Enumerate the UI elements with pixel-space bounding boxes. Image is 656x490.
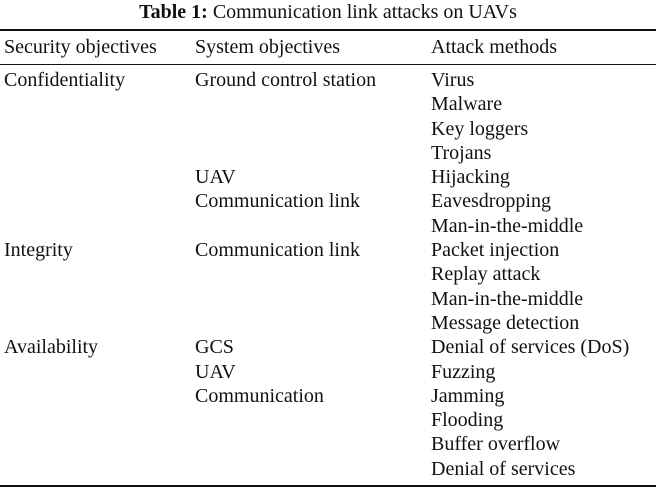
attack-methods-column: [431, 68, 629, 481]
table-cell: UAV: [195, 360, 236, 383]
table-cell: Key loggers: [431, 117, 529, 140]
security-objectives-column: [4, 68, 125, 481]
table-cell: Eavesdropping: [431, 190, 551, 213]
table-cell: Communication link: [195, 239, 360, 262]
caption-label: Table 1:: [139, 1, 208, 23]
table-cell: [4, 92, 125, 116]
table-cell: Malware: [431, 93, 503, 116]
table-cell: [195, 457, 376, 481]
table-cell: [195, 311, 376, 335]
bottom-rule: [0, 485, 656, 487]
table-cell: [4, 117, 125, 141]
table-cell: [195, 432, 376, 456]
table-cell: Denial of services (DoS): [431, 336, 630, 359]
table-cell: [4, 360, 125, 384]
table-cell: Denial of services: [431, 457, 576, 480]
table-cell: Communication link: [195, 190, 360, 213]
table-cell: [195, 92, 376, 116]
table-cell: Availability: [4, 336, 99, 359]
table-cell: Replay attack: [431, 263, 541, 286]
table-cell: [4, 189, 125, 213]
table-cell: [4, 141, 125, 165]
top-rule: [0, 29, 656, 31]
table-cell: [4, 384, 125, 408]
table-cell: Communication: [195, 384, 324, 407]
table-cell: Trojans: [431, 141, 492, 164]
table-caption: [0, 0, 656, 24]
table-cell: Man-in-the-middle: [431, 214, 584, 237]
table-cell: UAV: [195, 166, 236, 189]
table-cell: [195, 141, 376, 165]
header-system-objectives: System objectives: [195, 36, 340, 58]
table-cell: [195, 117, 376, 141]
table-cell: [4, 432, 125, 456]
table-cell: Virus: [431, 69, 475, 91]
table-cell: [4, 311, 125, 335]
table-cell: [4, 214, 125, 238]
table-cell: Flooding: [431, 409, 504, 432]
table-cell: [195, 408, 376, 432]
table-cell: Confidentiality: [4, 69, 126, 91]
table-cell: Jamming: [431, 384, 505, 407]
table-cell: Hijacking: [431, 166, 510, 189]
table-cell: [4, 408, 125, 432]
header-rule: [0, 64, 656, 65]
table-cell: [195, 214, 376, 238]
table-cell: [4, 287, 125, 311]
table-cell: [195, 262, 376, 286]
table-cell: Packet injection: [431, 239, 560, 262]
table-cell: Ground control station: [195, 69, 377, 91]
table-cell: [4, 457, 125, 481]
caption-text: Communication link attacks on UAVs: [212, 1, 517, 23]
table-cell: Integrity: [4, 239, 73, 262]
table-cell: Message detection: [431, 311, 580, 334]
table-cell: Fuzzing: [431, 360, 496, 383]
table-cell: Man-in-the-middle: [431, 287, 584, 310]
header-security-objectives: Security objectives: [4, 36, 157, 58]
system-objectives-column: [195, 68, 376, 481]
table-cell: Buffer overflow: [431, 433, 561, 456]
table-cell: [4, 262, 125, 286]
table-cell: [195, 287, 376, 311]
table-cell: GCS: [195, 336, 234, 359]
table-cell: [4, 165, 125, 189]
header-attack-methods: Attack methods: [431, 36, 558, 58]
